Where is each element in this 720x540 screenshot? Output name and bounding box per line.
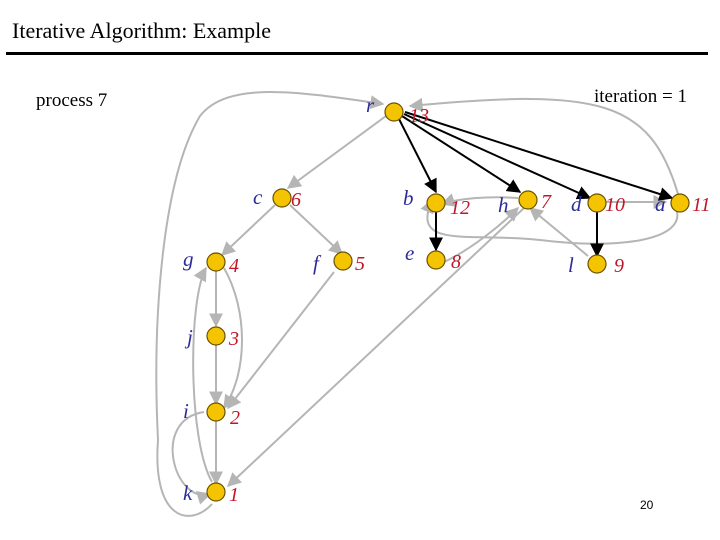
- node-j: [184, 325, 239, 350]
- node-h: [498, 191, 552, 217]
- svg-text:11: 11: [692, 194, 711, 216]
- svg-text:f: f: [313, 251, 319, 275]
- svg-text:6: 6: [291, 189, 301, 211]
- svg-text:g: g: [183, 247, 194, 271]
- node-a: [655, 192, 711, 216]
- svg-text:d: d: [571, 192, 582, 216]
- process-label: process 7: [36, 90, 108, 111]
- node-r: [366, 93, 429, 127]
- node-d: [571, 192, 625, 216]
- node-e: [405, 241, 461, 273]
- svg-text:10: 10: [605, 194, 625, 216]
- svg-text:b: b: [403, 186, 414, 210]
- black-edges: [399, 112, 672, 256]
- svg-text:1: 1: [229, 484, 239, 506]
- node-c: [253, 185, 301, 211]
- node-l: [568, 253, 624, 277]
- edge-r-a: [405, 112, 672, 198]
- svg-text:3: 3: [229, 328, 239, 350]
- svg-text:8: 8: [451, 251, 461, 273]
- svg-text:r: r: [366, 93, 375, 117]
- slide-title: Iterative Algorithm: Example: [12, 18, 272, 43]
- svg-text:9: 9: [614, 255, 624, 277]
- edge-f-i: [228, 272, 334, 408]
- edge-c-g: [222, 205, 275, 255]
- node-k: [183, 481, 239, 506]
- svg-text:l: l: [568, 253, 574, 277]
- node-g: [183, 247, 239, 277]
- svg-text:12: 12: [450, 197, 470, 219]
- edge-c-f: [290, 205, 342, 254]
- svg-text:h: h: [498, 193, 509, 217]
- iteration-label: iteration = 1: [594, 86, 688, 107]
- nodes: [183, 93, 711, 506]
- edge-k-r-loop: [156, 92, 383, 516]
- svg-text:c: c: [253, 185, 263, 209]
- svg-text:2: 2: [230, 407, 240, 429]
- edge-r-h: [402, 116, 520, 192]
- svg-text:k: k: [183, 481, 193, 505]
- svg-text:7: 7: [541, 191, 551, 213]
- svg-text:a: a: [655, 192, 666, 216]
- svg-text:5: 5: [355, 253, 365, 275]
- edge-r-b: [399, 119, 436, 192]
- svg-text:13: 13: [409, 105, 429, 127]
- node-f: [313, 251, 365, 275]
- svg-text:j: j: [187, 325, 193, 349]
- page-number: 20: [640, 498, 654, 512]
- edge-k-g-curve: [193, 268, 212, 482]
- svg-text:e: e: [405, 241, 415, 265]
- edge-r-c: [288, 116, 386, 188]
- svg-text:4: 4: [229, 255, 239, 277]
- edge-h-k: [228, 208, 524, 486]
- svg-text:i: i: [183, 399, 189, 423]
